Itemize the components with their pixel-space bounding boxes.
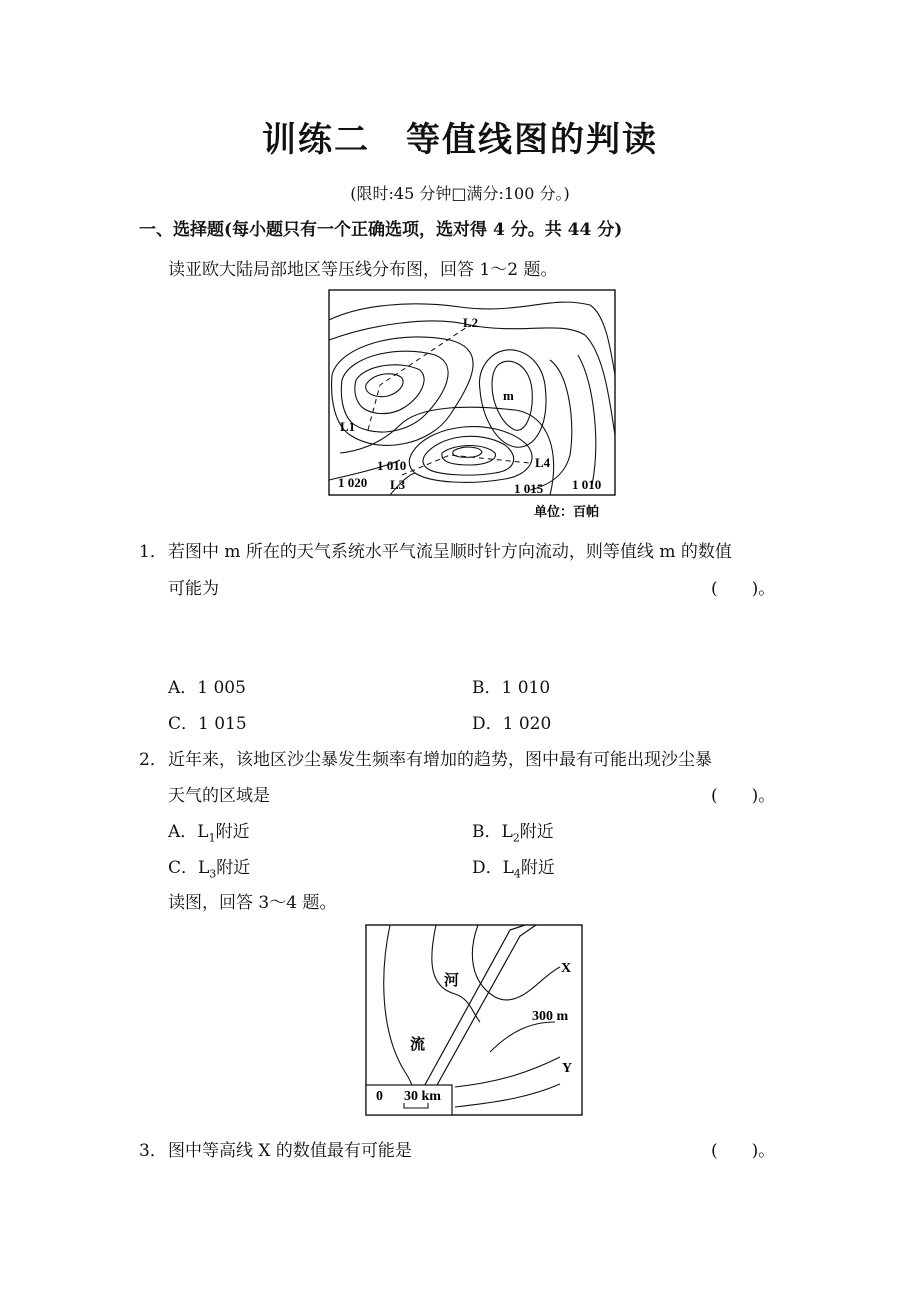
q2-number: 2．: [139, 750, 167, 770]
map-unit: 单位：百帕: [534, 504, 600, 519]
q3-number: 3．: [139, 1141, 167, 1161]
label-l4: L4: [535, 455, 551, 470]
label-he: 河: [444, 973, 460, 989]
label-l3: L3: [390, 477, 406, 492]
intro-q1-2: 读亚欧大陆局部地区等压线分布图，回答 1～2 题。: [168, 260, 558, 280]
scale-zero: 0: [376, 1089, 383, 1104]
q3-stem-line1: 图中等高线 X 的数值最有可能是: [168, 1141, 412, 1161]
isobar-line: [442, 446, 496, 466]
q2-answer-blank[interactable]: ( )。: [711, 786, 776, 806]
label-300m: 300 m: [532, 1009, 569, 1024]
label-x: X: [561, 961, 572, 976]
isobar-line: [423, 436, 514, 475]
q1-answer-blank[interactable]: ( )。: [711, 579, 776, 599]
q2-option-a[interactable]: A．$L_1$附近: [168, 822, 250, 845]
q3-answer-blank[interactable]: ( )。: [711, 1141, 776, 1161]
river-bank-left: [410, 925, 525, 1112]
q2-option-b[interactable]: B．$L_2$附近: [472, 822, 554, 845]
contour-1015: 1 015: [514, 481, 544, 496]
isobar-line: [366, 374, 403, 397]
label-l1: L1: [340, 419, 356, 434]
section-heading: 一、选择题(每小题只有一个正确选项，选对得 4 分。共 44 分): [139, 220, 623, 240]
label-m: m: [503, 388, 514, 403]
contour-line: [455, 1057, 560, 1087]
label-l2: L2: [463, 315, 479, 330]
isobar-line: [329, 302, 615, 375]
q1-option-c[interactable]: C．1 015: [168, 714, 247, 734]
contour-line: [490, 1022, 555, 1052]
intro-q3-4: 读图，回答 3～4 题。: [168, 893, 337, 913]
q1-option-a[interactable]: A．1 005: [168, 678, 246, 698]
q1-stem-line1: 若图中 m 所在的天气系统水平气流呈顺时针方向流动，则等值线 m 的数值: [168, 542, 732, 562]
isobar-line: [453, 447, 482, 457]
isobar-line: [530, 360, 572, 490]
time-limit-note: (限时:45 分钟□满分:100 分。): [350, 184, 570, 203]
label-liu: 流: [410, 1037, 426, 1053]
q1-option-d[interactable]: D．1 020: [472, 714, 552, 734]
contour-1010-left: 1 010: [377, 458, 407, 473]
q1-stem-line2: 可能为: [168, 579, 219, 599]
label-y: Y: [562, 1061, 573, 1076]
isobar-lines: [329, 302, 615, 495]
isobar-line: [578, 355, 596, 485]
isobar-line: [355, 365, 424, 414]
isobar-line: [341, 351, 448, 432]
q2-option-d[interactable]: D．$L_4$附近: [472, 858, 555, 881]
q2-option-c[interactable]: C．$L_3$附近: [168, 858, 251, 881]
q1-number: 1．: [139, 542, 167, 562]
river: [410, 925, 536, 1112]
isobar-map: [320, 285, 620, 525]
q2-stem-line1: 近年来，该地区沙尘暴发生频率有增加的趋势，图中最有可能出现沙尘暴: [168, 750, 712, 770]
q1-option-b[interactable]: B．1 010: [472, 678, 551, 698]
page-title: 训练二 等值线图的判读: [262, 120, 658, 160]
contour-1010-right: 1 010: [572, 477, 602, 492]
contour-1020: 1 020: [338, 475, 368, 490]
contour-line: [472, 925, 560, 1000]
contour-map: [360, 922, 590, 1120]
q2-stem-line2: 天气的区域是: [168, 786, 270, 806]
contour-line: [455, 1084, 560, 1107]
scale-value: 30 km: [404, 1089, 441, 1104]
